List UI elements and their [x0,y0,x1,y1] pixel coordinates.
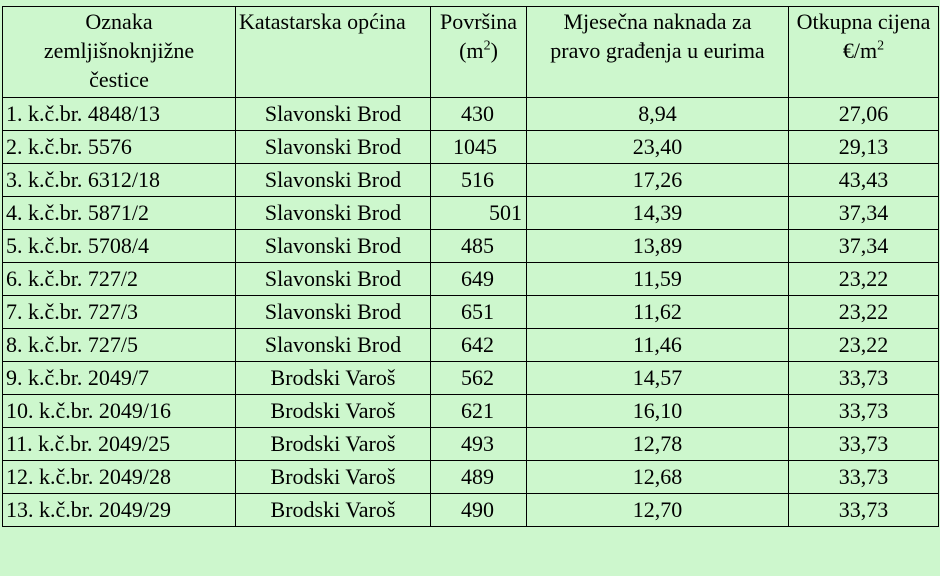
header-price [789,7,939,98]
cell-parcel: 3. k.č.br. 6312/18 [3,164,236,197]
cell-price: 33,73 [789,461,939,494]
header-fee [527,7,789,98]
cell-area: 649 [431,263,527,296]
cell-municipality: Slavonski Brod [236,164,431,197]
header-row [3,7,939,98]
cell-municipality: Slavonski Brod [236,329,431,362]
header-municipality-text: Katastarska općina [239,9,406,34]
cell-municipality: Slavonski Brod [236,230,431,263]
table-row [3,461,939,494]
header-parcel-line-3: čestice [89,67,149,92]
cell-parcel: 2. k.č.br. 5576 [3,131,236,164]
cell-area: 621 [431,395,527,428]
table-body [3,98,939,527]
cell-parcel: 12. k.č.br. 2049/28 [3,461,236,494]
cell-fee: 12,68 [527,461,789,494]
header-municipality [236,7,431,98]
header-fee-line-1: Mjesečna naknada za [563,9,752,34]
header-area-unit [434,36,523,65]
header-area-unit-sup: 2 [483,38,491,54]
cell-price: 27,06 [789,98,939,131]
header-parcel [3,7,236,98]
header-price-unit-sup: 2 [877,38,885,54]
table-row [3,494,939,527]
cell-parcel: 1. k.č.br. 4848/13 [3,98,236,131]
header-fee-line-2: pravo građenja u eurima [550,38,765,63]
cell-price: 23,22 [789,263,939,296]
header-area-unit-close: ) [490,38,498,63]
table-row [3,98,939,131]
cell-price: 37,34 [789,197,939,230]
table-row [3,164,939,197]
table-row [3,296,939,329]
cell-fee: 14,57 [527,362,789,395]
cell-municipality: Brodski Varoš [236,362,431,395]
cell-price: 33,73 [789,395,939,428]
header-price-unit-base: €/m [842,38,878,63]
cell-municipality: Brodski Varoš [236,428,431,461]
cell-parcel: 11. k.č.br. 2049/25 [3,428,236,461]
cell-fee: 14,39 [527,197,789,230]
table-row [3,131,939,164]
table-row [3,230,939,263]
cell-area: 430 [431,98,527,131]
cell-parcel: 4. k.č.br. 5871/2 [3,197,236,230]
header-parcel-line-2: zemljišnoknjižne [43,38,195,63]
header-price-unit [792,36,935,65]
cell-fee: 11,46 [527,329,789,362]
header-area [431,7,527,98]
cell-parcel: 5. k.č.br. 5708/4 [3,230,236,263]
parcel-table [2,6,939,527]
cell-price: 29,13 [789,131,939,164]
cell-area: 490 [431,494,527,527]
table-row [3,362,939,395]
cell-parcel: 9. k.č.br. 2049/7 [3,362,236,395]
table-row [3,395,939,428]
cell-price: 33,73 [789,428,939,461]
table-row [3,428,939,461]
cell-area: 489 [431,461,527,494]
cell-area: 485 [431,230,527,263]
cell-area: 1045 [431,131,527,164]
cell-parcel: 7. k.č.br. 727/3 [3,296,236,329]
table-row [3,197,939,230]
cell-price: 23,22 [789,329,939,362]
table-header [3,7,939,98]
cell-price: 23,22 [789,296,939,329]
cell-fee: 13,89 [527,230,789,263]
cell-area: 493 [431,428,527,461]
header-price-label: Otkupna cijena [796,9,931,34]
cell-municipality: Brodski Varoš [236,395,431,428]
cell-municipality: Slavonski Brod [236,263,431,296]
cell-area: 516 [431,164,527,197]
header-area-label: Površina [440,9,517,34]
cell-parcel: 10. k.č.br. 2049/16 [3,395,236,428]
cell-price: 43,43 [789,164,939,197]
cell-fee: 17,26 [527,164,789,197]
cell-municipality: Slavonski Brod [236,98,431,131]
table-row [3,263,939,296]
cell-parcel: 8. k.č.br. 727/5 [3,329,236,362]
cell-area: 501 [431,197,527,230]
header-area-unit-base: (m [459,38,484,63]
header-parcel-line-1: Oznaka [85,9,153,34]
cell-fee: 12,70 [527,494,789,527]
cell-fee: 16,10 [527,395,789,428]
cell-fee: 12,78 [527,428,789,461]
cell-fee: 11,62 [527,296,789,329]
cell-municipality: Brodski Varoš [236,461,431,494]
cell-price: 33,73 [789,494,939,527]
cell-fee: 11,59 [527,263,789,296]
cell-area: 562 [431,362,527,395]
cell-parcel: 6. k.č.br. 727/2 [3,263,236,296]
cell-price: 37,34 [789,230,939,263]
cell-area: 651 [431,296,527,329]
cell-municipality: Slavonski Brod [236,197,431,230]
table-row [3,329,939,362]
cell-municipality: Slavonski Brod [236,296,431,329]
cell-price: 33,73 [789,362,939,395]
cell-area: 642 [431,329,527,362]
cell-fee: 8,94 [527,98,789,131]
cell-municipality: Slavonski Brod [236,131,431,164]
cell-parcel: 13. k.č.br. 2049/29 [3,494,236,527]
cell-fee: 23,40 [527,131,789,164]
cell-municipality: Brodski Varoš [236,494,431,527]
